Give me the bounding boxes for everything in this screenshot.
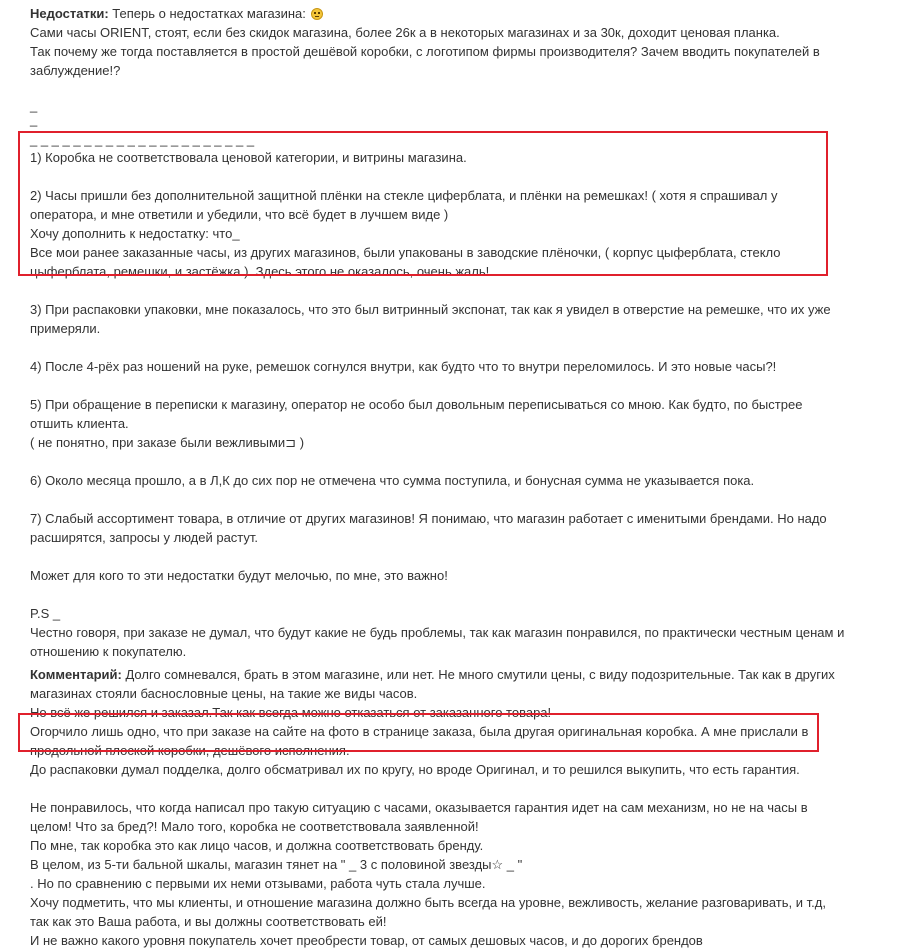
review-line: Но всё же решился и заказал.Так как всегда можно отказаться от заказанного товара! (30, 705, 552, 720)
review-line: Честно говоря, при заказе не думал, что будут какие не будь проблемы, так как магазин понравился, по практически честным ценам и (30, 625, 845, 640)
review-line: ( не понятно, при заказе были вежливыми⊐ ) (30, 435, 305, 450)
drawbacks-label: Недостатки: (30, 6, 109, 21)
review-line: До распаковки думал подделка, долго обсматривал их по кругу, но вроде Оригинал, и то решился выкупить, что есть гарантия. (30, 762, 800, 777)
review-line: Так почему же тогда поставляется в простой дешёвой коробки, с логотипом фирмы производителя? Зачем вводить покупателей в (30, 44, 820, 59)
review-line: 3) При распаковки упаковки, мне показалось, что это был витринный экспонат, так как я увидел в отверстие на ремешке, что их уже (30, 302, 831, 317)
review-line: целом! Что за бред?! Мало того, коробка не соответствовала заявленной! (30, 819, 479, 834)
review-line: P.S _ (30, 606, 61, 621)
review-line: Все мои ранее заказанные часы, из других магазинов, были упакованы в заводские плёночки, ( корпус цыферблата, стекло (30, 245, 781, 260)
review-line: так как это Ваша работа, и вы должны соответствовать ей! (30, 914, 387, 929)
review-line: Недостатки: Теперь о недостатках магазина: (30, 4, 900, 23)
review-line: Комментарий: Долго сомневался, брать в этом магазине, или нет. Не много смутили цены, с виду подозрительные. Так как в других (30, 667, 835, 682)
review-line: _ (30, 112, 38, 127)
review-line: примеряли. (30, 321, 101, 336)
review-line: Не понравилось, что когда написал про такую ситуацию с часами, оказывается гарантия идет на сам механизм, но не на часы в (30, 800, 808, 815)
review-line: магазинах стояли баснословные цены, на такие же виды часов. (30, 686, 418, 701)
review-line: По мне, так коробка это как лицо часов, и должна соответствовать бренду. (30, 838, 484, 853)
review-line: отшить клиента. (30, 416, 129, 431)
review-line: Хочу подметить, что мы клиенты, и отношение магазина должно быть всегда на уровне, вежливость, желание разговаривать, и т.д, (30, 895, 826, 910)
confused-face-emoji-icon (311, 8, 323, 20)
comment-label: Комментарий: (30, 667, 122, 682)
review-line: . Но по сравнению с первыми их неми отзывами, работа чуть стала лучше. (30, 876, 486, 891)
glyph-icon: ⊐ (285, 435, 297, 450)
review-line: цыферблата, ремешки, и застёжка ). Здесь этого не оказалось, очень жаль! (30, 264, 490, 279)
review-line: Может для кого то эти недостатки будут мелочью, по мне, это важно! (30, 568, 448, 583)
review-line: заблуждение!? (30, 63, 121, 78)
review-line: 4) После 4-рёх раз ношений на руке, ремешок согнулся внутри, как будто что то внутри переломилось. И это новые часы?! (30, 359, 777, 374)
review-line: продольной плоской коробки, дешёвого исполнения. (30, 743, 350, 758)
review-line: _ (30, 98, 38, 113)
review-line: В целом, из 5-ти бальной шкалы, магазин тянет на " _ 3 с половиной звезды☆ _ " (30, 857, 523, 872)
review-line: Хочу дополнить к недостатку: что_ (30, 226, 240, 241)
review-line: 6) Около месяца прошло, а в Л,К до сих пор не отмечена что сумма поступила, и бонусная сумма не указывается пока. (30, 473, 755, 488)
review-text (30, 4, 900, 950)
review-line: 5) При обращение в переписки к магазину, оператор не особо был довольным переписываться со мною. Как будто, по быстрее (30, 397, 803, 412)
review-line: И не важно какого уровня покупатель хочет преобрести товар, от самых дешовых часов, и до дорогих брендов (30, 933, 703, 948)
review-line: 1) Коробка не соответствовала ценовой категории, и витрины магазина. (30, 150, 467, 165)
review-line: отношению к покупателю. (30, 644, 187, 659)
review-line: 2) Часы пришли без дополнительной защитной плёнки на стекле циферблата, и плёнки на ремешках! ( хотя я спрашивал у (30, 188, 778, 203)
review-line: _ _ _ _ _ _ _ _ _ _ _ _ _ _ _ _ _ _ _ _ _ (30, 132, 255, 147)
review-line: 7) Слабый ассортимент товара, в отличие от других магазинов! Я понимаю, что магазин работает с именитыми брендами. Но надо (30, 511, 827, 526)
review-line: Огорчило лишь одно, что при заказе на сайте на фото в странице заказа, была другая оригинальная коробка. А мне прислали в (30, 724, 809, 739)
review-line: расширятся, запросы у людей растут. (30, 530, 259, 545)
review-line: Сами часы ORIENT, стоят, если без скидок магазина, более 26к а в некоторых магазинах и за 30к, доходит ценовая планка. (30, 25, 780, 40)
review-line: оператора, и мне ответили и убедили, что всё будет в лучшем виде ) (30, 207, 449, 222)
